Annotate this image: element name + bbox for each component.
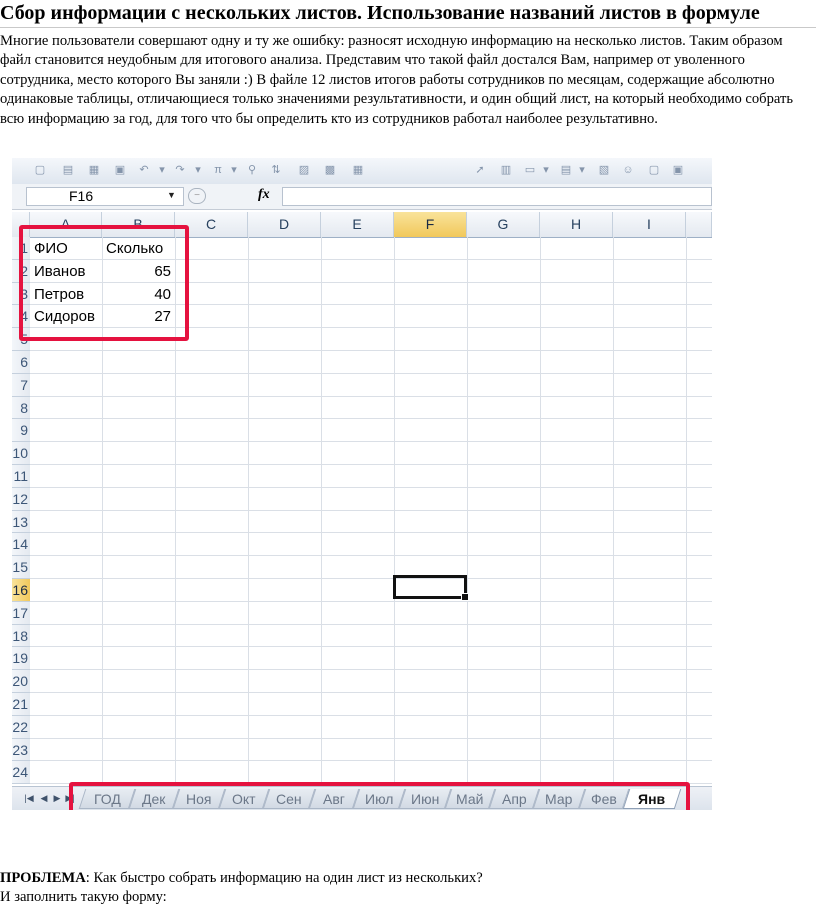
column-header-g[interactable]: G: [467, 212, 540, 237]
sheet-tab-label: Апр: [501, 791, 527, 807]
followup-text: И заполнить такую форму:: [0, 889, 167, 905]
last-sheet-icon[interactable]: ▶|: [65, 793, 75, 803]
pi-dropdown-icon[interactable]: ▾: [231, 164, 237, 176]
sheet-tab-3[interactable]: [219, 789, 269, 809]
problem-text: : Как быстро собрать информацию на один лист из нескольких?: [85, 870, 483, 886]
worksheet-grid[interactable]: [12, 237, 712, 783]
sheet-tab-label: Сен: [276, 791, 302, 807]
next-sheet-icon[interactable]: ▶: [53, 793, 61, 803]
formula-input[interactable]: [282, 187, 712, 206]
row-header-15[interactable]: 15: [12, 556, 30, 579]
pi-icon[interactable]: π: [214, 164, 222, 176]
intro-paragraph: Многие пользователи совершают одну и ту же ошибку: разносят исходную информацию на несколько листов. Таким образом файл становится неудобным для итогового анализа. Представим что такой файл достался Вам, например от уволенного сотрудника, место которого Вы заняли :) В файле 12 листов итогов работы сотрудников по месяцам, содержащие абсолютно одинаковые таблицы, отличающиеся только значениями результативности, и один общий лист, на который необходимо собрать всю информацию за год, для того что бы определить кто из сотрудников работал наиболее результативно.: [0, 33, 794, 127]
first-sheet-icon[interactable]: |◀: [24, 793, 34, 803]
sheet-tab-9[interactable]: [489, 789, 539, 809]
grid-row-line: [30, 396, 712, 397]
document-title: Сбор информации с нескольких листов. Использование названий листов в формуле: [0, 0, 816, 28]
sheet-tab-2[interactable]: [173, 789, 225, 809]
window-dropdown-icon[interactable]: ▾: [543, 164, 549, 176]
row-header-1[interactable]: 1: [12, 237, 30, 260]
sheet-tab-label: Ноя: [186, 791, 212, 807]
column-header-d[interactable]: D: [248, 212, 321, 237]
problem-block: [0, 869, 816, 907]
column-header-next[interactable]: [686, 212, 712, 237]
folder-icon[interactable]: ▣: [672, 164, 684, 176]
row-header-5[interactable]: 5: [12, 328, 30, 351]
sheet-tab-label: Май: [456, 791, 484, 807]
sheet-tab-label: Авг: [323, 791, 345, 807]
sheet-tab-10[interactable]: [533, 789, 585, 809]
undo-icon[interactable]: ↶: [139, 164, 149, 176]
row-header-18[interactable]: 18: [12, 625, 30, 648]
grid-row-line: [30, 624, 712, 625]
sheet-tab-label: Дек: [142, 791, 166, 807]
row-header-24[interactable]: 24: [12, 761, 30, 784]
row-header-21[interactable]: 21: [12, 693, 30, 716]
column-headers: [12, 212, 712, 238]
insert-function-icon[interactable]: fx: [258, 187, 270, 202]
row-header-11[interactable]: 11: [12, 465, 30, 488]
row-header-6[interactable]: 6: [12, 351, 30, 374]
sheet-tab-6[interactable]: [353, 789, 405, 809]
sheet-tab-1[interactable]: [129, 789, 179, 809]
sheet-tab-12[interactable]: [623, 789, 681, 809]
column-header-f[interactable]: F: [394, 212, 467, 237]
sheet-tab-8[interactable]: [445, 789, 495, 809]
active-cell[interactable]: [393, 575, 467, 599]
redo-dropdown-icon[interactable]: ▾: [195, 164, 201, 176]
column-header-a[interactable]: A: [30, 212, 102, 237]
row-header-2[interactable]: 2: [12, 260, 30, 283]
grid-row-line: [30, 487, 712, 488]
cell-name[interactable]: Иванов: [34, 262, 86, 280]
calc-dropdown-icon[interactable]: ▾: [579, 164, 585, 176]
grid-row-line: [30, 760, 712, 761]
column-header-b[interactable]: B: [102, 212, 175, 237]
prev-sheet-icon[interactable]: ◀: [40, 793, 48, 803]
header-cell-fio[interactable]: ФИО: [34, 240, 68, 257]
formula-bar: [12, 184, 712, 210]
undo-dropdown-icon[interactable]: ▾: [159, 164, 165, 176]
note-icon[interactable]: ▢: [648, 164, 660, 176]
row-header-16[interactable]: 16: [12, 579, 30, 602]
sheet-tab-7[interactable]: [399, 789, 451, 809]
row-header-10[interactable]: 10: [12, 442, 30, 465]
row-header-8[interactable]: 8: [12, 397, 30, 420]
grid-row-line: [30, 418, 712, 419]
sheet-tab-label: Фев: [591, 791, 617, 807]
sheet-tab-label: ГОД: [93, 791, 121, 807]
row-header-12[interactable]: 12: [12, 488, 30, 511]
quick-access-toolbar: [12, 158, 712, 184]
open-icon[interactable]: ▤: [62, 164, 74, 176]
cell-value[interactable]: 27: [154, 308, 171, 326]
cell-name[interactable]: Сидоров: [34, 308, 95, 326]
smiley-icon[interactable]: ☺: [622, 164, 634, 176]
excel-screenshot: [12, 158, 712, 810]
sheet-tab-label: Окт: [232, 791, 256, 807]
row-header-9[interactable]: 9: [12, 419, 30, 442]
sheet-tab-0[interactable]: [79, 789, 135, 809]
name-box-dropdown-icon[interactable]: ▼: [167, 190, 176, 200]
sheet-tab-11[interactable]: [579, 789, 629, 809]
sheet-tab-5[interactable]: [309, 789, 359, 809]
row-header-17[interactable]: 17: [12, 602, 30, 625]
select-all-corner[interactable]: [12, 212, 30, 237]
grid-row-line: [30, 510, 712, 511]
redo-icon[interactable]: ↷: [175, 164, 185, 176]
chart-icon[interactable]: ▥: [500, 164, 512, 176]
table-icon[interactable]: ▦: [352, 164, 364, 176]
arrow-icon[interactable]: ➚: [475, 164, 485, 176]
cell-name[interactable]: Петров: [34, 285, 85, 303]
grid-row-line: [30, 601, 712, 602]
row-header-19[interactable]: 19: [12, 647, 30, 670]
row-header-3[interactable]: 3: [12, 283, 30, 306]
sheet-tab-4[interactable]: [263, 789, 315, 809]
row-header-4[interactable]: 4: [12, 305, 30, 328]
sheet-tab-label: Июн: [410, 791, 440, 807]
header-cell-amount[interactable]: Сколько: [106, 240, 164, 257]
print-icon[interactable]: ▦: [88, 164, 100, 176]
grid-row-line: [30, 373, 712, 374]
grid-row-line: [30, 578, 712, 579]
grid-row-line: [30, 669, 712, 670]
preview-icon[interactable]: ▣: [114, 164, 126, 176]
paste-icon[interactable]: ▨: [298, 164, 310, 176]
sheet-tab-label: Июл: [364, 791, 394, 807]
sheet-tab-label: Янв: [638, 791, 666, 807]
grid-row-line: [30, 646, 712, 647]
grid-row-line: [30, 555, 712, 556]
row-header-14[interactable]: 14: [12, 533, 30, 556]
grid-row-line: [30, 715, 712, 716]
row-header-7[interactable]: 7: [12, 374, 30, 397]
column-header-i[interactable]: I: [613, 212, 686, 237]
grid-row-line: [30, 441, 712, 442]
cell-value[interactable]: 65: [154, 262, 171, 280]
grid-row-line: [30, 692, 712, 693]
row-header-22[interactable]: 22: [12, 716, 30, 739]
sheet-tab-bar: [12, 786, 712, 810]
column-header-e[interactable]: E: [321, 212, 394, 237]
cancel-icon[interactable]: −: [188, 188, 206, 204]
sheet-tab-label: Мар: [545, 791, 573, 807]
column-header-c[interactable]: C: [175, 212, 248, 237]
grid-row-line: [30, 532, 712, 533]
row-header-23[interactable]: 23: [12, 739, 30, 762]
grid-row-line: [30, 350, 712, 351]
format-icon[interactable]: ▩: [324, 164, 336, 176]
column-header-h[interactable]: H: [540, 212, 613, 237]
name-box[interactable]: F16: [26, 187, 184, 206]
grid-row-line: [30, 464, 712, 465]
formula-buttons: [188, 187, 288, 206]
problem-label: ПРОБЛЕМА: [0, 870, 86, 886]
row-header-20[interactable]: 20: [12, 670, 30, 693]
calc-icon[interactable]: ▤: [560, 164, 572, 176]
zoom-icon[interactable]: ⚲: [247, 164, 257, 176]
grid-row-line: [30, 783, 712, 784]
row-header-13[interactable]: 13: [12, 511, 30, 534]
grid-row-line: [30, 738, 712, 739]
window-icon[interactable]: ▭: [524, 164, 536, 176]
macro-icon[interactable]: ▧: [598, 164, 610, 176]
cell-value[interactable]: 40: [154, 285, 171, 303]
save-icon[interactable]: ▢: [34, 164, 46, 176]
sort-icon[interactable]: ⇅: [271, 164, 281, 176]
